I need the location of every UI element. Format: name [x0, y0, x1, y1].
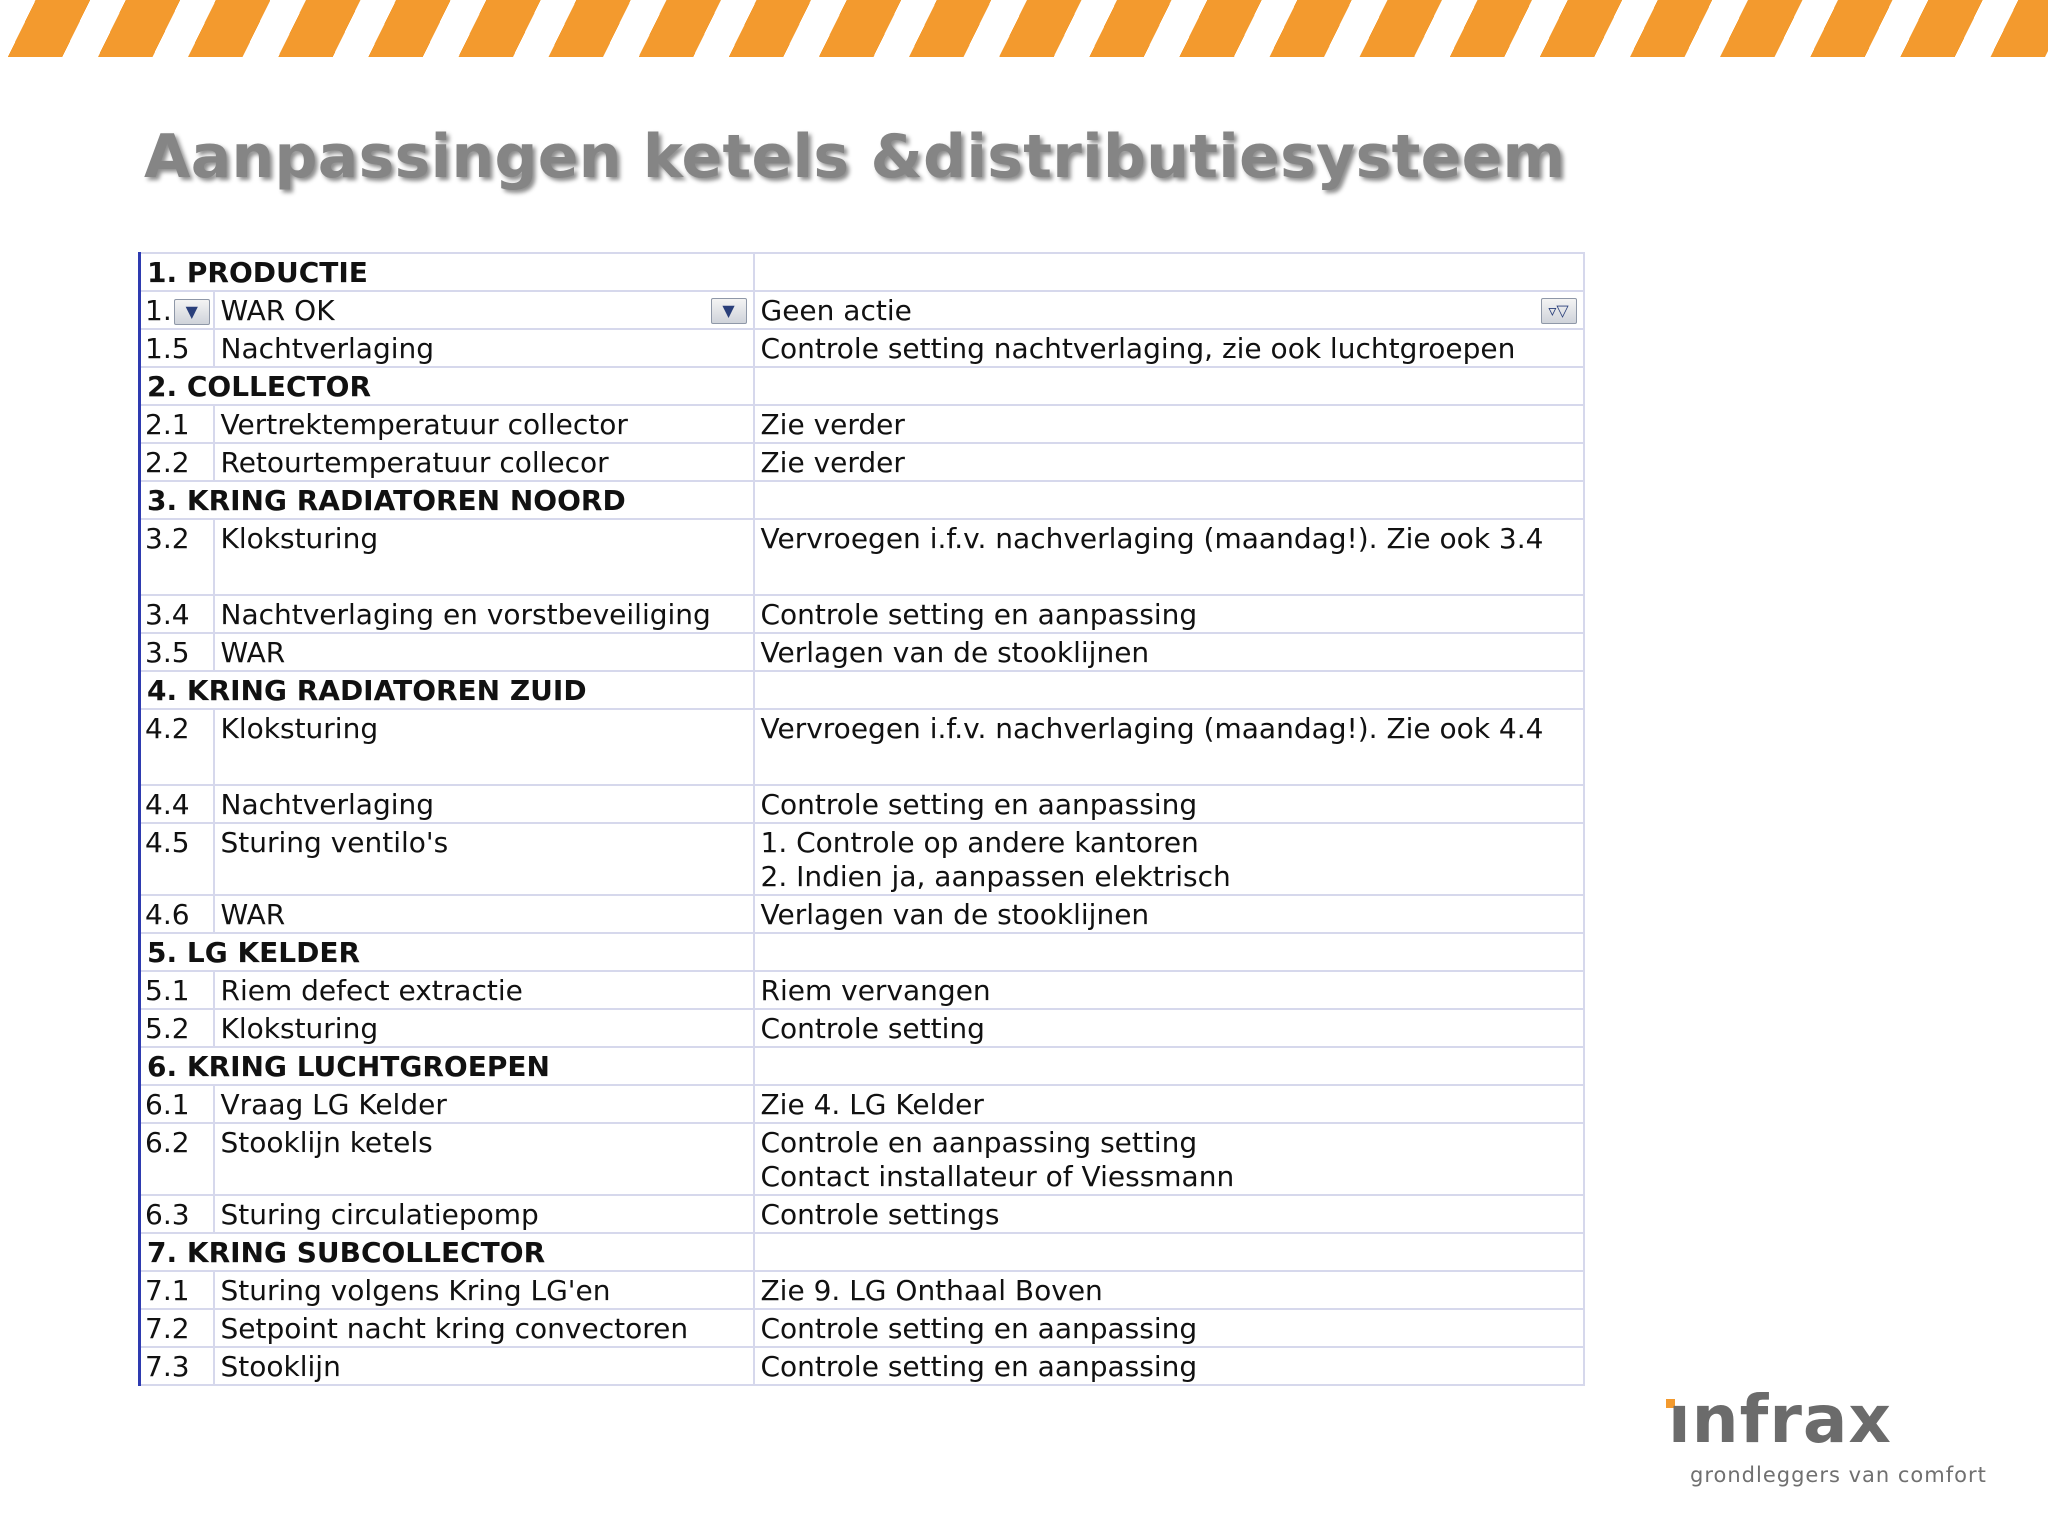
action-line: Contact installateur of Viessmann — [760, 1160, 1235, 1193]
item-cell[interactable]: Sturing ventilo's — [214, 823, 754, 895]
number-cell[interactable]: 4.5 — [140, 823, 214, 895]
slide-title: Aanpassingen ketels &distributiesysteem — [144, 122, 1566, 192]
item-cell[interactable]: Vraag LG Kelder — [214, 1085, 754, 1123]
section-label[interactable]: 6. KRING LUCHTGROEPEN — [140, 1047, 754, 1085]
item-cell[interactable]: Nachtverlaging — [214, 329, 754, 367]
action-cell[interactable] — [754, 823, 1584, 895]
section-header-row — [140, 1233, 1584, 1271]
item-cell[interactable]: Kloksturing — [214, 1009, 754, 1047]
table-row — [140, 1195, 1584, 1233]
item-cell[interactable]: Nachtverlaging en vorstbeveiliging — [214, 595, 754, 633]
table-row — [140, 785, 1584, 823]
action-cell[interactable]: Verlagen van de stooklijnen — [754, 895, 1584, 933]
table-row — [140, 633, 1584, 671]
number-cell[interactable]: 7.1 — [140, 1271, 214, 1309]
item-cell[interactable]: Nachtverlaging — [214, 785, 754, 823]
filter-header-row — [140, 291, 1584, 329]
section-header-row — [140, 481, 1584, 519]
item-label: WAR OK — [220, 294, 335, 327]
action-cell[interactable]: Zie 9. LG Onthaal Boven — [754, 1271, 1584, 1309]
empty-cell[interactable] — [754, 1233, 1584, 1271]
number-cell[interactable]: 4.2 — [140, 709, 214, 785]
item-cell[interactable]: Kloksturing — [214, 709, 754, 785]
number-cell[interactable]: 5.1 — [140, 971, 214, 1009]
empty-cell[interactable] — [754, 481, 1584, 519]
filter-dropdown-icon[interactable]: ▼ — [174, 299, 210, 325]
action-cell[interactable]: Verlagen van de stooklijnen — [754, 633, 1584, 671]
logo-wordmark: ınfrax — [1668, 1381, 1892, 1458]
section-label[interactable]: 2. COLLECTOR — [140, 367, 754, 405]
filter-active-icon[interactable]: ▿▽ — [1541, 298, 1577, 324]
action-label: Geen actie — [760, 294, 912, 327]
table-row — [140, 1123, 1584, 1195]
table-row — [140, 1309, 1584, 1347]
table-row — [140, 595, 1584, 633]
table-row — [140, 519, 1584, 595]
item-cell[interactable]: Stooklijn ketels — [214, 1123, 754, 1195]
number-cell[interactable]: 2.1 — [140, 405, 214, 443]
number-cell[interactable]: 2.2 — [140, 443, 214, 481]
item-cell[interactable]: Kloksturing — [214, 519, 754, 595]
item-cell[interactable] — [214, 291, 754, 329]
table-row — [140, 971, 1584, 1009]
table-row — [140, 895, 1584, 933]
number-cell[interactable]: 7.3 — [140, 1347, 214, 1385]
filter-dropdown-icon[interactable]: ▼ — [711, 298, 747, 324]
item-cell[interactable]: WAR — [214, 633, 754, 671]
item-cell[interactable]: Vertrektemperatuur collector — [214, 405, 754, 443]
table-row — [140, 1347, 1584, 1385]
item-cell[interactable]: Riem defect extractie — [214, 971, 754, 1009]
action-line: 2. Indien ja, aanpassen elektrisch — [760, 860, 1231, 893]
infrax-logo — [1668, 1381, 1988, 1495]
spreadsheet-table — [138, 252, 1585, 1386]
table-row — [140, 1009, 1584, 1047]
section-label[interactable]: 3. KRING RADIATOREN NOORD — [140, 481, 754, 519]
item-cell[interactable]: Stooklijn — [214, 1347, 754, 1385]
action-cell[interactable]: Zie 4. LG Kelder — [754, 1085, 1584, 1123]
number-cell[interactable]: 5.2 — [140, 1009, 214, 1047]
table-row — [140, 329, 1584, 367]
item-cell[interactable]: Sturing volgens Kring LG'en — [214, 1271, 754, 1309]
number-cell[interactable]: 4.4 — [140, 785, 214, 823]
action-line: Controle en aanpassing setting — [760, 1126, 1198, 1159]
action-cell[interactable]: Zie verder — [754, 405, 1584, 443]
action-cell[interactable]: Controle setting en aanpassing — [754, 595, 1584, 633]
number-cell[interactable]: 6.2 — [140, 1123, 214, 1195]
section-header-row — [140, 1047, 1584, 1085]
logo-tagline: grondleggers van comfort — [1690, 1463, 1987, 1487]
hazard-stripe-band — [0, 0, 2048, 57]
number-cell[interactable]: 3.4 — [140, 595, 214, 633]
action-cell[interactable] — [754, 1123, 1584, 1195]
action-cell[interactable]: Controle setting en aanpassing — [754, 1347, 1584, 1385]
section-header-row — [140, 933, 1584, 971]
section-header-row — [140, 253, 1584, 291]
empty-cell[interactable] — [754, 253, 1584, 291]
table-row — [140, 405, 1584, 443]
table-row — [140, 443, 1584, 481]
table-row — [140, 823, 1584, 895]
action-cell[interactable]: Controle setting en aanpassing — [754, 785, 1584, 823]
section-label[interactable]: 5. LG KELDER — [140, 933, 754, 971]
action-cell[interactable]: Controle setting — [754, 1009, 1584, 1047]
section-header-row — [140, 671, 1584, 709]
empty-cell[interactable] — [754, 671, 1584, 709]
section-label[interactable]: 1. PRODUCTIE — [140, 253, 754, 291]
action-cell[interactable]: Controle setting nachtverlaging, zie ook luchtgroepen — [754, 329, 1584, 367]
number-cell[interactable]: 6.3 — [140, 1195, 214, 1233]
table-row — [140, 709, 1584, 785]
action-cell[interactable]: Vervroegen i.f.v. nachverlaging (maandag!). Zie ook 3.4 — [754, 519, 1584, 595]
section-label[interactable]: 7. KRING SUBCOLLECTOR — [140, 1233, 754, 1271]
action-cell[interactable]: Controle setting en aanpassing — [754, 1309, 1584, 1347]
empty-cell[interactable] — [754, 367, 1584, 405]
section-header-row — [140, 367, 1584, 405]
section-label[interactable]: 4. KRING RADIATOREN ZUID — [140, 671, 754, 709]
item-cell[interactable]: Sturing circulatiepomp — [214, 1195, 754, 1233]
number-cell[interactable]: 3.5 — [140, 633, 214, 671]
number-cell[interactable] — [140, 291, 214, 329]
action-cell[interactable]: Controle settings — [754, 1195, 1584, 1233]
number-cell[interactable]: 4.6 — [140, 895, 214, 933]
action-line: 1. Controle op andere kantoren — [760, 826, 1199, 859]
empty-cell[interactable] — [754, 933, 1584, 971]
action-cell[interactable] — [754, 291, 1584, 329]
number-cell[interactable]: 1.5 — [140, 329, 214, 367]
item-cell[interactable]: WAR — [214, 895, 754, 933]
table-row — [140, 1085, 1584, 1123]
row-number: 1. — [145, 294, 172, 327]
item-cell[interactable]: Setpoint nacht kring convectoren — [214, 1309, 754, 1347]
action-cell[interactable]: Vervroegen i.f.v. nachverlaging (maandag!). Zie ook 4.4 — [754, 709, 1584, 785]
empty-cell[interactable] — [754, 1047, 1584, 1085]
number-cell[interactable]: 6.1 — [140, 1085, 214, 1123]
table-row — [140, 1271, 1584, 1309]
action-cell[interactable]: Zie verder — [754, 443, 1584, 481]
item-cell[interactable]: Retourtemperatuur collecor — [214, 443, 754, 481]
number-cell[interactable]: 3.2 — [140, 519, 214, 595]
number-cell[interactable]: 7.2 — [140, 1309, 214, 1347]
action-cell[interactable]: Riem vervangen — [754, 971, 1584, 1009]
